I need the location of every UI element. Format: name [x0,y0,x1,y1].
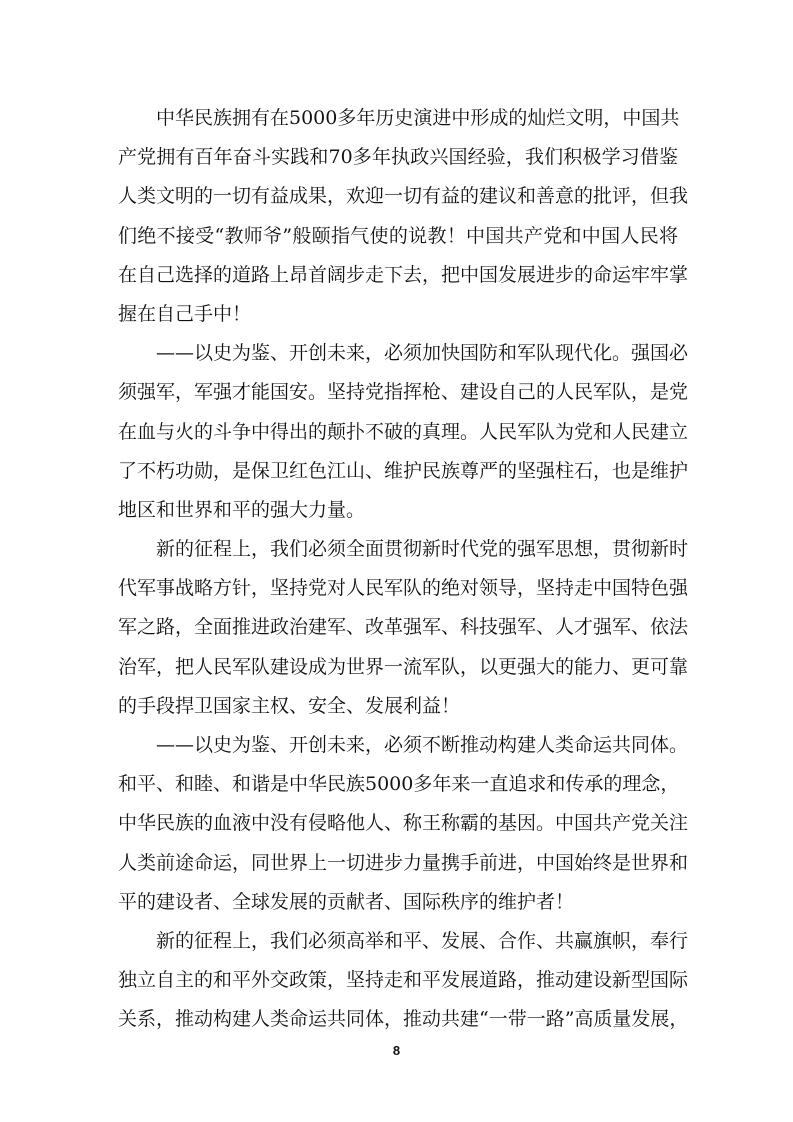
paragraph-shared-future [118,726,689,922]
paragraph-strong-military [118,530,689,726]
text-line: 了不朽功勋，是保卫红色江山、维护民族尊严的坚强柱石，也是维护 [118,459,689,482]
text-line: 人类前途命运，同世界上一切进步力量携手前进，中国始终是世界和 [118,851,689,874]
text-line: 握在自己手中！ [118,302,252,325]
text-line: 和平、和睦、和谐是中华民族5000多年来一直追求和传承的理念， [118,773,680,796]
text-line: 的手段捍卫国家主权、安全、发展利益！ [118,694,461,717]
text-line: 产党拥有百年奋斗实践和70多年执政兴国经验，我们积极学习借鉴 [118,146,678,169]
text-line: 独立自主的和平外交政策，坚持走和平发展道路，推动建设新型国际 [118,969,689,992]
text-line: 新的征程上，我们必须全面贯彻新时代党的强军思想，贯彻新时 [156,538,689,561]
text-line: 地区和世界和平的强大力量。 [118,498,366,521]
paragraph-civilization [118,99,689,334]
text-line: 平的建设者、全球发展的贡献者、国际秩序的维护者！ [118,890,575,913]
text-line: 新的征程上，我们必须高举和平、发展、合作、共赢旗帜，奉行 [156,929,689,952]
text-line: 军之路，全面推进政治建军、改革强军、科技强军、人才强军、依法 [118,616,689,639]
text-line: 关系，推动构建人类命运共同体，推动共建“一带一路”高质量发展， [118,1008,689,1031]
text-line: 在自己选择的道路上昂首阔步走下去，把中国发展进步的命运牢牢掌 [118,263,689,286]
text-line: 须强军，军强才能国安。坚持党指挥枪、建设自己的人民军队，是党 [118,381,689,404]
paragraph-national-defense [118,334,689,530]
text-line: 在血与火的斗争中得出的颠扑不破的真理。人民军队为党和人民建立 [118,420,689,443]
body-text [118,99,689,1040]
text-line: 代军事战略方针，坚持党对人民军队的绝对领导，坚持走中国特色强 [118,577,689,600]
paragraph-peace-development [118,922,689,1040]
text-line: ——以史为鉴、开创未来，必须不断推动构建人类命运共同体。 [156,734,689,756]
text-line: 中华民族拥有在5000多年历史演进中形成的灿烂文明，中国共 [156,107,680,129]
page-number: 8 [392,1043,401,1058]
text-line: 中华民族的血液中没有侵略他人、称王称霸的基因。中国共产党关注 [118,812,689,835]
text-line: 治军，把人民军队建设成为世界一流军队，以更强大的能力、更可靠 [118,655,689,678]
text-line: 人类文明的一切有益成果，欢迎一切有益的建议和善意的批评，但我 [118,185,689,208]
text-line: 们绝不接受“教师爷”般颐指气使的说教！中国共产党和中国人民将 [118,224,678,247]
text-line: ——以史为鉴、开创未来，必须加快国防和军队现代化。强国必 [156,342,689,365]
